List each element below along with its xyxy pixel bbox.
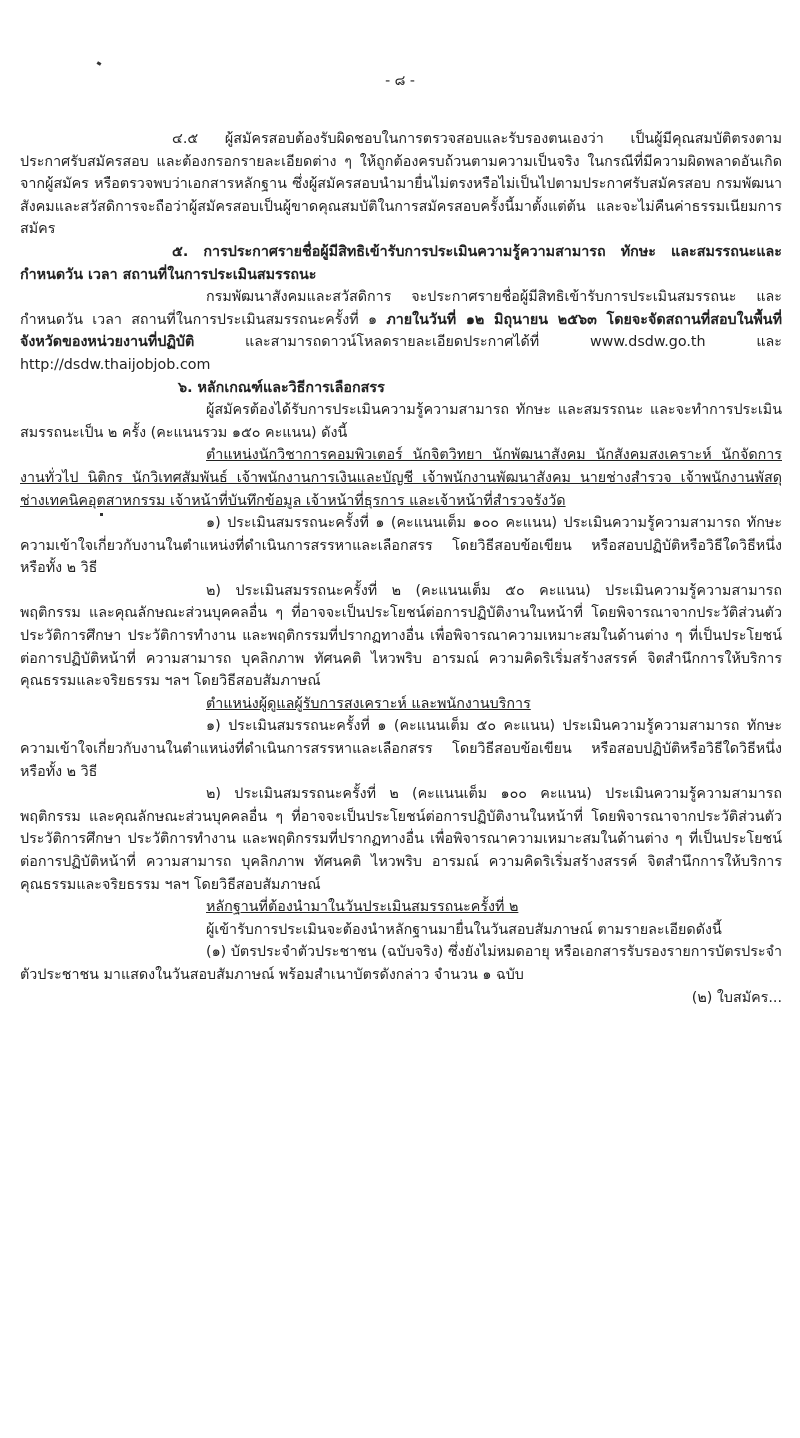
page-number: - ๘ - [385, 73, 415, 89]
announcement-download: และสามารถดาวน์โหลดรายละเอียดประกาศได้ที่ www.dsdw.go.th และ http://dsdw.thaijobjob.com [20, 334, 782, 373]
document-body [20, 128, 782, 1009]
group2-assessment-2: ๒) ประเมินสมรรถนะครั้งที่ ๒ (คะแนนเต็ม ๑๐๐ คะแนน) ประเมินความรู้ความสามารถ พฤติกรรม และคุณลักษณะส่วนบุคคลอื่น ๆ ที่อาจจะเป็นประโยชน์ต่อการปฏิบัติงานในหน้าที่ โดยพิจารณาจากประวัติส่วนตัว ประวัติการศึกษา ประวัติการทำงาน และพฤติกรรมที่ปรากฏทางอื่น เพื่อพิจารณาความเหมาะสมในด้านต่าง ๆ ที่เป็นประโยชน์ต่อการปฏิบัติหน้าที่ ความสามารถ บุคลิกภาพ ทัศนคติ ไหวพริบ อารมณ์ ความคิดริเริ่มสร้างสรรค์ จิตสำนึกการให้บริการ คุณธรรมและจริยธรรม ฯลฯ โดยวิธีสอบสัมภาษณ์ [20, 786, 782, 893]
scan-speck [97, 61, 102, 66]
group2-assessment-1: ๑) ประเมินสมรรถนะครั้งที่ ๑ (คะแนนเต็ม ๕๐ คะแนน) ประเมินความรู้ความสามารถ ทักษะ ความเข้าใจเกี่ยวกับงานในตำแหน่งที่ดำเนินการสรรหาและเลือกสรร โดยวิธีสอบข้อเขียน หรือสอบปฏิบัติหรือวิธีใดวิธีหนึ่ง หรือทั้ง ๒ วิธี [20, 718, 782, 780]
document-item-1: (๑) บัตรประจำตัวประชาชน (ฉบับจริง) ซึ่งยังไม่หมดอายุ หรือเอกสารรับรองรายการบัตรประจำตัวประชาชน มาแสดงในวันสอบสัมภาษณ์ พร้อมสำเนาบัตรดังกล่าว จำนวน ๑ ฉบับ [20, 944, 782, 983]
announcement-date-bold: ภายในวันที่ ๑๒ มิถุนายน ๒๕๖๓ โดยจะจัดสถานที่สอบในพื้นที่จังหวัดของหน่วยงานที่ปฏิบัติ [20, 311, 782, 351]
heading-section-5: ๕. การประกาศรายชื่อผู้มีสิทธิเข้ารับการประเมินความรู้ความสามารถ ทักษะ และสมรรถนะและกำหนดวัน เวลา สถานที่ในการประเมินสมรรถนะ [20, 243, 782, 283]
paragraph-4-5: ๔.๕ ผู้สมัครสอบต้องรับผิดชอบในการตรวจสอบและรับรองตนเองว่า เป็นผู้มีคุณสมบัติตรงตามประกาศรับสมัครสอบ และต้องกรอกรายละเอียดต่าง ๆ ให้ถูกต้องครบถ้วนตามความเป็นจริง ในกรณีที่มีความผิดพลาดอันเกิดจากผู้สมัคร หรือตรวจพบว่าเอกสารหลักฐาน ซึ่งผู้สมัครสอบนำมายื่นไม่ตรงหรือไม่เป็นไปตามประกาศรับสมัครสอบ กรมพัฒนาสังคมและสวัสดิการจะถือว่าผู้สมัครสอบเป็นผู้ขาดคุณสมบัติในการสมัครสอบครั้งนี้มาตั้งแต่ต้น และจะไม่คืนค่าธรรมเนียมการสมัคร [20, 131, 782, 238]
continuation-note: (๒) ใบสมัคร... [691, 989, 782, 1006]
announcement-text: กรมพัฒนาสังคมและสวัสดิการ จะประกาศรายชื่อผู้มีสิทธิเข้ารับการประเมินสมรรถนะ และกำหนดวัน เวลา สถานที่ในการประเมินสมรรถนะครั้งที่ ๑ [20, 289, 782, 328]
group1-assessment-1: ๑) ประเมินสมรรถนะครั้งที่ ๑ (คะแนนเต็ม ๑๐๐ คะแนน) ประเมินความรู้ความสามารถ ทักษะ ความเข้าใจเกี่ยวกับงานในตำแหน่งที่ดำเนินการสรรหาและเลือกสรร โดยวิธีสอบข้อเขียน หรือสอบปฏิบัติหรือวิธีใดวิธีหนึ่ง หรือทั้ง ๒ วิธี [20, 515, 782, 577]
documents-intro: ผู้เข้ารับการประเมินจะต้องนำหลักฐานมายื่นในวันสอบสัมภาษณ์ ตามรายละเอียดดังนี้ [206, 921, 722, 938]
heading-section-6: ๖. หลักเกณฑ์และวิธีการเลือกสรร [178, 379, 385, 396]
paragraph-announcement [20, 286, 782, 376]
group1-assessment-2: ๒) ประเมินสมรรถนะครั้งที่ ๒ (คะแนนเต็ม ๕๐ คะแนน) ประเมินความรู้ความสามารถ พฤติกรรม และคุณลักษณะส่วนบุคคลอื่น ๆ ที่อาจจะเป็นประโยชน์ต่อการปฏิบัติงานในหน้าที่ โดยพิจารณาจากประวัติส่วนตัว ประวัติการศึกษา ประวัติการทำงาน และพฤติกรรมที่ปรากฏทางอื่น เพื่อพิจารณาความเหมาะสมในด้านต่าง ๆ ที่เป็นประโยชน์ต่อการปฏิบัติหน้าที่ ความสามารถ บุคลิกภาพ ทัศนคติ ไหวพริบ อารมณ์ ความคิดริเริ่มสร้างสรรค์ จิตสำนึกการให้บริการ คุณธรรมและจริยธรรม ฯลฯ โดยวิธีสอบสัมภาษณ์ [20, 582, 782, 690]
paragraph-assessment-intro: ผู้สมัครต้องได้รับการประเมินความรู้ความสามารถ ทักษะ และสมรรถนะ และจะทำการประเมินสมรรถนะเป็น ๒ ครั้ง (คะแนนรวม ๑๕๐ คะแนน) ดังนี้ [20, 402, 782, 441]
position-group-2-heading: ตำแหน่งผู้ดูแลผู้รับการสงเคราะห์ และพนักงานบริการ [206, 695, 531, 712]
documents-heading: หลักฐานที่ต้องนำมาในวันประเมินสมรรถนะครั้งที่ ๒ [206, 899, 519, 916]
position-group-1-heading: ตำแหน่งนักวิชาการคอมพิวเตอร์ นักจิตวิทยา นักพัฒนาสังคม นักสังคมสงเคราะห์ นักจัดการงานทั่วไป นิติกร นักวิเทศสัมพันธ์ เจ้าพนักงานการเงินและบัญชี เจ้าพนักงานพัฒนาสังคม นายช่างสำรวจ เจ้าพนักงานพัสดุ ช่างเทคนิคอุตสาหกรรม เจ้าหน้าที่บันทึกข้อมูล เจ้าหน้าที่ธุรการ และเจ้าหน้าที่สำรวจรังวัด [20, 447, 782, 509]
